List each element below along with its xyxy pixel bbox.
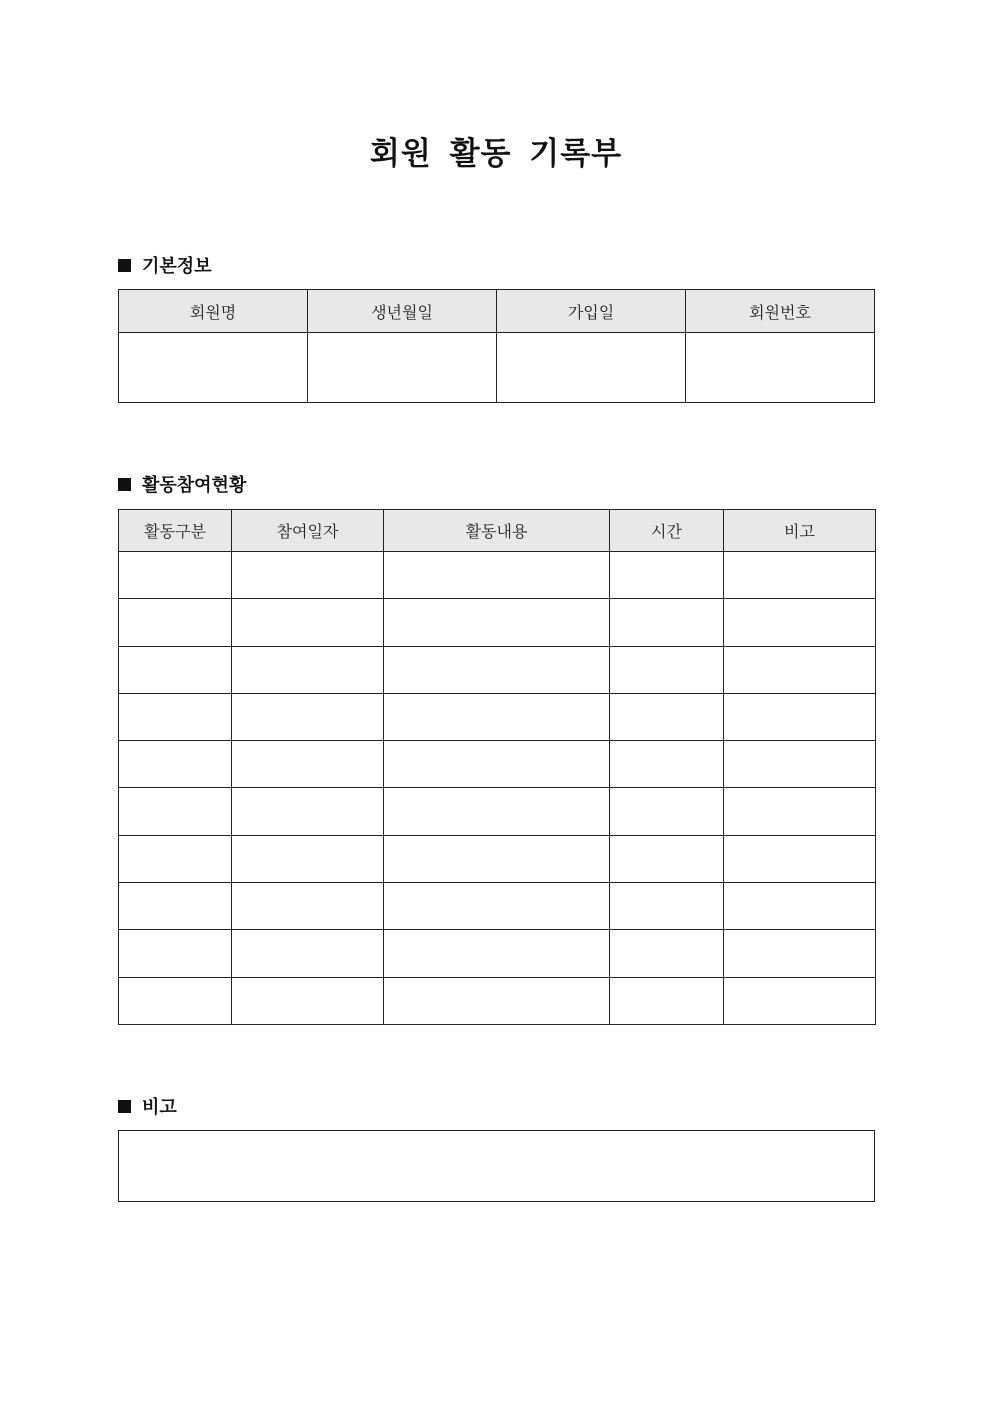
time-cell[interactable] xyxy=(610,646,724,693)
activity-row xyxy=(119,741,876,788)
section-activity-label: 활동참여현황 xyxy=(142,475,247,496)
participation-date-cell[interactable] xyxy=(232,977,384,1024)
activity-row xyxy=(119,693,876,740)
activity-header-row xyxy=(119,510,876,552)
remarks-cell[interactable] xyxy=(724,693,876,740)
activity-type-cell[interactable] xyxy=(119,883,232,930)
filled-square-icon xyxy=(118,259,131,272)
activity-row xyxy=(119,599,876,646)
section-remarks-label: 비고 xyxy=(142,1097,177,1118)
activity-content-cell[interactable] xyxy=(384,788,610,835)
time-cell[interactable] xyxy=(610,788,724,835)
time-cell[interactable] xyxy=(610,741,724,788)
remarks-cell[interactable] xyxy=(724,646,876,693)
activity-table xyxy=(118,509,876,1025)
activity-type-cell[interactable] xyxy=(119,693,232,740)
join-date-cell[interactable] xyxy=(497,333,686,403)
activity-row xyxy=(119,977,876,1024)
activity-content-cell[interactable] xyxy=(384,930,610,977)
remarks-cell[interactable] xyxy=(724,788,876,835)
header-birth-date: 생년월일 xyxy=(308,290,497,333)
activity-table-body xyxy=(119,552,876,1025)
participation-date-cell[interactable] xyxy=(232,646,384,693)
filled-square-icon xyxy=(118,1100,131,1113)
header-join-date: 가입일 xyxy=(497,290,686,333)
section-basic-info-heading xyxy=(118,252,212,278)
activity-row xyxy=(119,646,876,693)
activity-type-cell[interactable] xyxy=(119,552,232,599)
activity-content-cell[interactable] xyxy=(384,835,610,882)
remarks-cell[interactable] xyxy=(724,883,876,930)
participation-date-cell[interactable] xyxy=(232,599,384,646)
activity-content-cell[interactable] xyxy=(384,977,610,1024)
basic-info-header-row xyxy=(119,290,875,333)
activity-type-cell[interactable] xyxy=(119,930,232,977)
activity-row xyxy=(119,835,876,882)
activity-type-cell[interactable] xyxy=(119,646,232,693)
activity-row xyxy=(119,788,876,835)
participation-date-cell[interactable] xyxy=(232,741,384,788)
participation-date-cell[interactable] xyxy=(232,930,384,977)
remarks-cell[interactable] xyxy=(724,930,876,977)
activity-content-cell[interactable] xyxy=(384,741,610,788)
page-title: 회원 활동 기록부 xyxy=(369,136,623,172)
activity-type-cell[interactable] xyxy=(119,835,232,882)
time-cell[interactable] xyxy=(610,693,724,740)
activity-content-cell[interactable] xyxy=(384,646,610,693)
basic-info-table xyxy=(118,289,875,403)
remarks-cell[interactable] xyxy=(724,977,876,1024)
section-activity-heading xyxy=(118,471,246,497)
time-cell[interactable] xyxy=(610,930,724,977)
activity-type-cell[interactable] xyxy=(119,788,232,835)
participation-date-cell[interactable] xyxy=(232,835,384,882)
activity-row xyxy=(119,552,876,599)
activity-type-cell[interactable] xyxy=(119,599,232,646)
section-remarks-heading xyxy=(118,1093,177,1119)
basic-info-input-row xyxy=(119,333,875,403)
participation-date-cell[interactable] xyxy=(232,883,384,930)
member-number-cell[interactable] xyxy=(686,333,875,403)
header-activity-type: 활동구분 xyxy=(119,510,232,552)
remarks-cell[interactable] xyxy=(724,599,876,646)
activity-row xyxy=(119,883,876,930)
activity-type-cell[interactable] xyxy=(119,741,232,788)
activity-row xyxy=(119,930,876,977)
activity-content-cell[interactable] xyxy=(384,552,610,599)
activity-type-cell[interactable] xyxy=(119,977,232,1024)
remarks-cell[interactable] xyxy=(724,741,876,788)
remarks-cell[interactable] xyxy=(724,835,876,882)
participation-date-cell[interactable] xyxy=(232,552,384,599)
header-participation-date: 참여일자 xyxy=(232,510,384,552)
time-cell[interactable] xyxy=(610,835,724,882)
activity-content-cell[interactable] xyxy=(384,693,610,740)
member-name-cell[interactable] xyxy=(119,333,308,403)
section-basic-info-label: 기본정보 xyxy=(142,256,212,277)
header-remarks: 비고 xyxy=(724,510,876,552)
filled-square-icon xyxy=(118,478,131,491)
time-cell[interactable] xyxy=(610,883,724,930)
remarks-input-box[interactable] xyxy=(118,1130,875,1202)
activity-content-cell[interactable] xyxy=(384,883,610,930)
header-member-number: 회원번호 xyxy=(686,290,875,333)
time-cell[interactable] xyxy=(610,599,724,646)
time-cell[interactable] xyxy=(610,552,724,599)
header-activity-content: 활동내용 xyxy=(384,510,610,552)
activity-content-cell[interactable] xyxy=(384,599,610,646)
header-member-name: 회원명 xyxy=(119,290,308,333)
time-cell[interactable] xyxy=(610,977,724,1024)
participation-date-cell[interactable] xyxy=(232,693,384,740)
remarks-cell[interactable] xyxy=(724,552,876,599)
participation-date-cell[interactable] xyxy=(232,788,384,835)
header-time: 시간 xyxy=(610,510,724,552)
birth-date-cell[interactable] xyxy=(308,333,497,403)
